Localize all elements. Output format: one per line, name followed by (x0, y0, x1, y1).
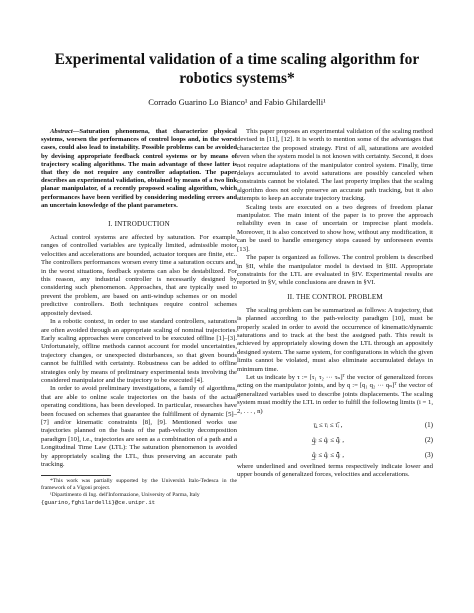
abstract-label: Abstract— (50, 128, 80, 135)
equation-3-body: q̲̈ᵢ ≤ q̈ᵢ ≤ q̈̄ᵢ , (311, 450, 344, 459)
footnote-email: {guarino,fghilardelli}@ce.unipr.it (41, 499, 156, 507)
equation-2-number: (2) (424, 435, 433, 444)
equation-1 (237, 418, 433, 431)
equation-3-number: (3) (424, 450, 433, 459)
section-heading-control-problem: II. THE CONTROL PROBLEM (287, 292, 383, 301)
paper-title: Experimental validation of a time scaling algorithm for robotics systems* (54, 51, 420, 87)
right-paragraph-2: Scaling tests are executed on a two degrees of freedom planar manipulator. The main intent of the paper is to prove the approach reliability even in case of uncertain or imprecise plant models. Moreover, it is also conceived to show how, without any modification, it can be used to handle emergency stops caused by unforeseen events [13]. (237, 203, 433, 253)
right-paragraph-6: where underlined and overlined terms respectively indicate lower and upper bounds of generalized forces, velocities and accelerations. (237, 463, 433, 479)
left-column (41, 128, 237, 506)
footnote-funding: *This work was partially supported by the Università Italo-Tedesca in the framework of a Vigoni project. (41, 478, 237, 492)
footnote-rule (41, 475, 111, 476)
intro-paragraph-2: In a robotic context, in order to use standard controllers, saturations are often avoided through an appropriate scaling of nominal trajectories. Early scaling approaches were conceived to be executed offline [1]–[3]. Unfortunately, offline methods cannot account for model uncertainties, trajectory changes, or unexpected disturbances, so that given bounds cannot be fulfilled with certainty. Robustness can be added to offline strategies only by means of preliminary experimental tests involving the considered manipulator and the trajectory to be executed [4]. (41, 318, 237, 384)
abstract (41, 128, 237, 210)
intro-paragraph-3: In order to avoid preliminary investigations, a family of algorithms, that are able to online scale trajectories on the basis of the actual operating conditions, has been developed. In particular, researches have been focused on schemes that guarantee the fulfillment of dynamic [5]–[7] and/or kinematic constraints [8], [9]. Mentioned works use trajectories planned on the basis of the path-velocity decomposition paradigm [10], i.e., trajectories are seen as a combination of a path and a Longitudinal Time Law (LTL): The saturation phenomenon is avoided by appropriately scaling the LTL, thus preserving an accurate path tracking. (41, 385, 237, 468)
right-column (237, 128, 433, 480)
abstract-text: Saturation phenomena, that characterize physical systems, worsen the performances of control loops and, in the worst cases, could also lead to instability. Possible problems can be avoided by devising appropriate feedback control systems or by means of trajectory scaling algorithms. The main advantage of these latter is that they do not require any controller adaptation. The paper describes an experimental validation, obtained by means of a two link planar manipulator, of a recently proposed scaling algorithm, which performances have been verified by considering modeling errors and an uncertain knowledge of the plant parameters. (41, 128, 237, 209)
paper-authors: Corrado Guarino Lo Bianco¹ and Fabio Ghilardelli¹ (148, 97, 326, 107)
section-heading-introduction: I. INTRODUCTION (108, 220, 170, 229)
right-paragraph-1: This paper proposes an experimental validation of the scaling method devised in [11], [12]. It is worth to mention some of the advantages that characterize the proposed strategy. First of all, saturations are avoided even when the system model is not known with certainty. Second, it does not require adaptations of the manipulator control system. Finally, time delays accumulated to avoid saturations are possibly canceled when constraints cannot be violated. The last property implies that the scaling algorithm does not only preserve an accurate path tracking, but it also attempts to keep an accurate trajectory tracking. (237, 128, 433, 203)
intro-paragraph-1: Actual control systems are affected by saturation. For example, ranges of controlled variables are typically limited, admissible motor velocities and accelerations are bounded, actuator torques are finite, etc.. The controllers performances worsen every time a saturation occurs and, in the worst situations, feedback systems can also be destabilized. For this reason, any industrial controller is necessarily designed by considering such phenomenon. Approaches, that are typically used to prevent the problem, are based on anti-windup schemes or on model predictive controllers. Both techniques require control schemes appositely devised. (41, 234, 237, 317)
right-paragraph-4: The scaling problem can be summarized as follows: A trajectory, that is planned according to the path-velocity paradigm [10], must be properly scaled in order to avoid the occurrence of kinematic/dynamic saturations and to track at the best the assigned path. This result is achieved by appropriately slowing down the LTL through an appositely designed system. The same system, for configurations in which the given limits cannot be violated, must also eliminate accumulated delays in minimum time. (237, 306, 434, 373)
footnote-affiliation: ¹Dipartimento di Ing. dell'Informazione, University of Parma, Italy (50, 492, 200, 499)
equation-1-number: (1) (424, 420, 433, 429)
equation-2-body: q̲̇ᵢ ≤ q̇ᵢ ≤ q̇̄ᵢ , (311, 435, 344, 444)
equation-2 (237, 433, 433, 446)
right-paragraph-3: The paper is organized as follows. The control problem is described in §II, while the manipulator model is devised in §III. Appropriate constraints for the LTL are evaluated in §IV. Experimental results are reported in §V, while conclusions are drawn in §VI. (237, 254, 433, 287)
equation-1-body: τ̲ᵢ ≤ τᵢ ≤ τ̄ᵢ , (313, 420, 343, 429)
right-paragraph-5: Let us indicate by τ := [τ₁ τ₂ ··· τₙ]ᵀ the vector of generalized forces acting on the manipulator joints, and by q := [q₁ q₂ ··· qₙ]ᵀ the vector of generalized variables used to describe joints displacements. The scaling system must modify the LTL in order to fulfill the following limits (i = 1, 2, . . . , n) (237, 373, 433, 415)
equation-3 (237, 448, 433, 461)
